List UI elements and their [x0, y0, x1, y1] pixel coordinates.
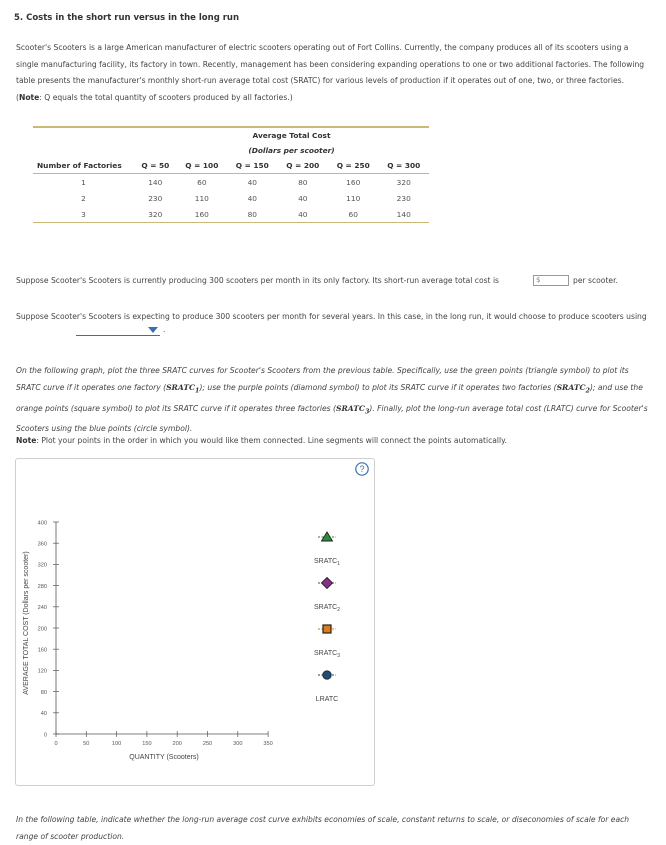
table-title: Average Total Cost [252, 131, 331, 140]
y-axis-label: AVERAGE TOTAL COST (Dollars per scooter) [23, 551, 30, 695]
y-tick-label: 120 [37, 668, 47, 675]
graph-panel [15, 458, 375, 786]
y-tick-label: 360 [37, 541, 47, 548]
x-tick-label: 300 [233, 741, 243, 747]
question-intro: Scooter's Scooters is a large American manufacturer of electric scooters operating out of Fort Collins. Currently, the company produces all of its scooters using a single manufacturing facility, its factory in town. Recently, management has been considering expanding operations to one or two additional factories. The following table presents the manufacturer's monthly short-run average total cost (SRATC) for various levels of production if it operates out of one, two, or three factories. (Note: Q equals the total quantity of scooters produced by all factories.) [16, 43, 645, 102]
column-header: Q = 50 [134, 158, 177, 174]
column-header: Q = 200 [278, 158, 328, 174]
factories-dropdown[interactable] [76, 324, 160, 336]
x-tick-label: 150 [142, 741, 152, 747]
table-row-header: Number of Factories [33, 158, 134, 174]
y-tick-label: 280 [37, 583, 47, 590]
y-tick-label: 80 [40, 689, 47, 696]
legend-label: LRATC [315, 696, 339, 703]
table-row: 2 230 110 40 40 110 230 [81, 193, 411, 203]
question-title: 5. Costs in the short run versus in the long run [14, 13, 240, 23]
x-tick-label: 0 [54, 741, 58, 747]
legend-label: $SRATC_2$ [314, 604, 340, 613]
help-icon[interactable] [355, 462, 369, 476]
x-tick-label: 200 [172, 741, 182, 747]
y-tick-label: 240 [37, 605, 47, 612]
y-tick-label: 160 [37, 647, 47, 654]
y-tick-label: 320 [37, 562, 47, 569]
legend-label: $SRATC_3$ [314, 650, 340, 659]
x-tick-label: 50 [83, 741, 90, 747]
table-row: 3 320 160 80 40 60 140 [81, 209, 411, 219]
svg-text:?: ? [359, 464, 365, 475]
chevron-down-icon [148, 327, 158, 333]
table-header-row [33, 158, 429, 174]
x-tick-label: 350 [263, 741, 273, 747]
column-header: Q = 250 [328, 158, 378, 174]
x-tick-label: 100 [111, 741, 122, 747]
table-row: 1 140 60 40 80 160 320 [81, 177, 411, 187]
q1-suffix: per scooter. [573, 276, 618, 285]
y-tick-label: 0 [43, 732, 47, 739]
table-subtitle: (Dollars per scooter) [248, 146, 335, 155]
bottom-instructions: In the following table, indicate whether the long-run average cost curve exhibits economies of scale, constant returns to scale, or diseconomies of scale for each range of scooter production. [16, 815, 630, 841]
column-header: Q = 100 [177, 158, 227, 174]
q1-text: Suppose Scooter's Scooters is currently producing 300 scooters per month in its only factory. Its short-run average total cost is [16, 276, 500, 285]
q2-text: Suppose Scooter's Scooters is expecting to produce 300 scooters per month for several years. In this case, in the long run, it would choose to produce scooters using [16, 312, 647, 321]
x-tick-label: 250 [202, 741, 213, 747]
column-header: Q = 300 [378, 158, 429, 174]
cost-table [33, 126, 429, 223]
y-tick-label: 40 [40, 711, 47, 718]
legend-label: $SRATC_1$ [314, 558, 340, 567]
x-axis-label: QUANTITY (Scooters) [129, 754, 199, 761]
column-header: Q = 150 [227, 158, 277, 174]
q2-end: . [163, 325, 166, 334]
q3-instructions: On the following graph, plot the three SRATC curves for Scooter's Scooters from the previous table. Specifically, use the green points (triangle symbol) to plot its SRATC curve if it operates one factory $(SRATC_1)$; use the purple points (diamond symbol) to plot its SRATC curve if it operates two factories $(SRATC_2)$; and use the orange points (square symbol) to plot its SRATC curve if it operates three factories $(SRATC_3)$. Finally, plot the long-run average total cost (LRATC) curve for Scooter's Scooters using the blue points (circle symbol). [16, 366, 648, 434]
note-text: Note: Plot your points in the order in which you would like them connected. Line segments will connect the points automatically. [16, 436, 507, 445]
y-tick-label: 200 [37, 626, 47, 633]
y-tick-label: 400 [37, 520, 47, 527]
srac-cost-input[interactable]: $ [533, 275, 569, 286]
